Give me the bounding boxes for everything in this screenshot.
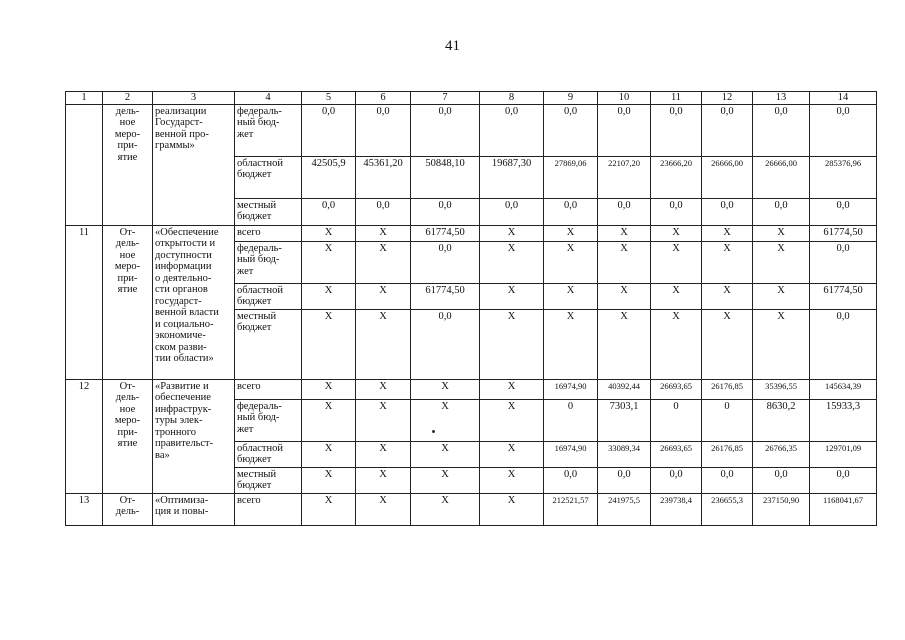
header-cell: 3: [153, 92, 235, 105]
row-number: 11: [66, 225, 103, 379]
budget-table: [65, 91, 877, 526]
value-cell: Х: [544, 241, 598, 283]
funding-source: федераль- ный бюд- жет: [235, 399, 302, 441]
value-cell: 26693,65: [651, 441, 702, 467]
header-cell: 12: [702, 92, 753, 105]
value-cell: Х: [651, 241, 702, 283]
header-cell: 8: [480, 92, 544, 105]
stray-dot-mark: [432, 430, 435, 433]
row-number: 12: [66, 379, 103, 493]
value-cell: 237150,90: [753, 493, 810, 525]
value-cell: 0,0: [411, 241, 480, 283]
value-cell: Х: [753, 225, 810, 241]
value-cell: Х: [356, 493, 411, 525]
value-cell: 0,0: [356, 198, 411, 225]
funding-source: всего: [235, 225, 302, 241]
value-cell: 35396,55: [753, 379, 810, 399]
value-cell: 0,0: [598, 198, 651, 225]
value-cell: 0,0: [651, 104, 702, 156]
value-cell: Х: [598, 225, 651, 241]
value-cell: 0,0: [598, 104, 651, 156]
value-cell: 8630,2: [753, 399, 810, 441]
value-cell: 0,0: [753, 198, 810, 225]
header-cell: 6: [356, 92, 411, 105]
value-cell: 15933,3: [810, 399, 877, 441]
value-cell: 42505,9: [302, 156, 356, 198]
value-cell: Х: [411, 441, 480, 467]
value-cell: 0,0: [753, 104, 810, 156]
value-cell: Х: [480, 399, 544, 441]
value-cell: Х: [356, 441, 411, 467]
table-row: [66, 225, 877, 241]
value-cell: Х: [480, 241, 544, 283]
value-cell: 0,0: [356, 104, 411, 156]
funding-source: местный бюджет: [235, 309, 302, 379]
value-cell: 0,0: [544, 104, 598, 156]
funding-source: областной бюджет: [235, 156, 302, 198]
value-cell: Х: [356, 225, 411, 241]
header-cell: 2: [103, 92, 153, 105]
value-cell: 61774,50: [810, 225, 877, 241]
header-row: [66, 92, 877, 105]
value-cell: Х: [356, 379, 411, 399]
value-cell: Х: [598, 283, 651, 309]
value-cell: Х: [411, 379, 480, 399]
header-cell: 4: [235, 92, 302, 105]
value-cell: Х: [302, 467, 356, 493]
value-cell: Х: [702, 241, 753, 283]
page-number: 41: [445, 38, 460, 54]
value-cell: 0,0: [651, 198, 702, 225]
value-cell: Х: [411, 467, 480, 493]
table-body: [66, 92, 877, 526]
header-cell: 9: [544, 92, 598, 105]
funding-source: местный бюджет: [235, 467, 302, 493]
value-cell: 22107,20: [598, 156, 651, 198]
funding-source: федераль- ный бюд- жет: [235, 104, 302, 156]
value-cell: Х: [753, 283, 810, 309]
value-cell: Х: [480, 379, 544, 399]
value-cell: 23666,20: [651, 156, 702, 198]
value-cell: 0,0: [702, 104, 753, 156]
value-cell: 236655,3: [702, 493, 753, 525]
value-cell: 0,0: [411, 309, 480, 379]
value-cell: 61774,50: [411, 225, 480, 241]
value-cell: Х: [702, 283, 753, 309]
value-cell: Х: [356, 309, 411, 379]
header-cell: 10: [598, 92, 651, 105]
value-cell: Х: [302, 241, 356, 283]
value-cell: Х: [356, 241, 411, 283]
value-cell: Х: [480, 493, 544, 525]
value-cell: Х: [302, 399, 356, 441]
value-cell: 0: [651, 399, 702, 441]
value-cell: 26666,00: [753, 156, 810, 198]
value-cell: 26176,85: [702, 441, 753, 467]
value-cell: 0,0: [411, 104, 480, 156]
value-cell: Х: [356, 283, 411, 309]
activity-type: дель- ное меро- при- ятие: [103, 104, 153, 225]
value-cell: 212521,57: [544, 493, 598, 525]
value-cell: Х: [302, 225, 356, 241]
value-cell: 241975,5: [598, 493, 651, 525]
value-cell: 40392,44: [598, 379, 651, 399]
value-cell: 0,0: [810, 309, 877, 379]
value-cell: 0,0: [702, 198, 753, 225]
funding-source: федераль- ный бюд- жет: [235, 241, 302, 283]
activity-type: От- дель- ное меро- при- ятие: [103, 379, 153, 493]
value-cell: 0,0: [651, 467, 702, 493]
value-cell: 0,0: [598, 467, 651, 493]
row-number: 13: [66, 493, 103, 525]
row-number: [66, 104, 103, 225]
value-cell: Х: [302, 309, 356, 379]
value-cell: Х: [544, 309, 598, 379]
value-cell: Х: [302, 441, 356, 467]
value-cell: 19687,30: [480, 156, 544, 198]
value-cell: 26693,65: [651, 379, 702, 399]
value-cell: 129701,09: [810, 441, 877, 467]
value-cell: 0,0: [480, 104, 544, 156]
value-cell: Х: [480, 283, 544, 309]
value-cell: Х: [411, 493, 480, 525]
header-cell: 1: [66, 92, 103, 105]
table-row: [66, 379, 877, 399]
value-cell: Х: [480, 309, 544, 379]
value-cell: 0,0: [810, 467, 877, 493]
activity-title: «Оптимиза- ция и повы-: [153, 493, 235, 525]
funding-source: всего: [235, 379, 302, 399]
activity-title: «Развитие и обеспечение инфраструк- туры элек- тронного правительст- ва»: [153, 379, 235, 493]
value-cell: 0,0: [302, 104, 356, 156]
value-cell: Х: [702, 225, 753, 241]
funding-source: всего: [235, 493, 302, 525]
value-cell: 50848,10: [411, 156, 480, 198]
value-cell: Х: [753, 241, 810, 283]
value-cell: Х: [480, 467, 544, 493]
value-cell: Х: [480, 225, 544, 241]
funding-source: местный бюджет: [235, 198, 302, 225]
table-row: [66, 104, 877, 156]
value-cell: 33089,34: [598, 441, 651, 467]
value-cell: 0,0: [753, 467, 810, 493]
value-cell: Х: [302, 283, 356, 309]
value-cell: 61774,50: [411, 283, 480, 309]
value-cell: Х: [356, 399, 411, 441]
value-cell: 61774,50: [810, 283, 877, 309]
value-cell: Х: [544, 225, 598, 241]
value-cell: Х: [598, 241, 651, 283]
value-cell: Х: [651, 283, 702, 309]
value-cell: 239738,4: [651, 493, 702, 525]
value-cell: 45361,20: [356, 156, 411, 198]
value-cell: 0,0: [302, 198, 356, 225]
value-cell: 0,0: [480, 198, 544, 225]
value-cell: 27869,06: [544, 156, 598, 198]
value-cell: 0: [544, 399, 598, 441]
value-cell: 0,0: [702, 467, 753, 493]
value-cell: 0: [702, 399, 753, 441]
header-cell: 13: [753, 92, 810, 105]
value-cell: 26176,85: [702, 379, 753, 399]
activity-type: От- дель- ное меро- при- ятие: [103, 225, 153, 379]
value-cell: Х: [302, 493, 356, 525]
table-row: [66, 493, 877, 525]
funding-source: областной бюджет: [235, 283, 302, 309]
value-cell: Х: [598, 309, 651, 379]
value-cell: 7303,1: [598, 399, 651, 441]
value-cell: 0,0: [810, 241, 877, 283]
value-cell: 0,0: [810, 104, 877, 156]
activity-type: От- дель-: [103, 493, 153, 525]
value-cell: 0,0: [544, 467, 598, 493]
value-cell: Х: [702, 309, 753, 379]
header-cell: 11: [651, 92, 702, 105]
value-cell: 0,0: [544, 198, 598, 225]
value-cell: Х: [302, 379, 356, 399]
value-cell: Х: [411, 399, 480, 441]
value-cell: Х: [651, 309, 702, 379]
value-cell: 16974,90: [544, 379, 598, 399]
value-cell: Х: [544, 283, 598, 309]
value-cell: Х: [753, 309, 810, 379]
value-cell: 26666,00: [702, 156, 753, 198]
value-cell: 285376,96: [810, 156, 877, 198]
value-cell: Х: [356, 467, 411, 493]
funding-source: областной бюджет: [235, 441, 302, 467]
value-cell: 26766,35: [753, 441, 810, 467]
header-cell: 5: [302, 92, 356, 105]
value-cell: 145634,39: [810, 379, 877, 399]
value-cell: 0,0: [411, 198, 480, 225]
activity-title: «Обеспечение открытости и доступности информации о деятельно- сти органов государст- венной власти и социально- экономиче- ском разви- тии области»: [153, 225, 235, 379]
value-cell: Х: [480, 441, 544, 467]
value-cell: 0,0: [810, 198, 877, 225]
header-cell: 7: [411, 92, 480, 105]
value-cell: 16974,90: [544, 441, 598, 467]
header-cell: 14: [810, 92, 877, 105]
activity-title: реализации Государст- венной про- граммы»: [153, 104, 235, 225]
value-cell: Х: [651, 225, 702, 241]
value-cell: 1168041,67: [810, 493, 877, 525]
